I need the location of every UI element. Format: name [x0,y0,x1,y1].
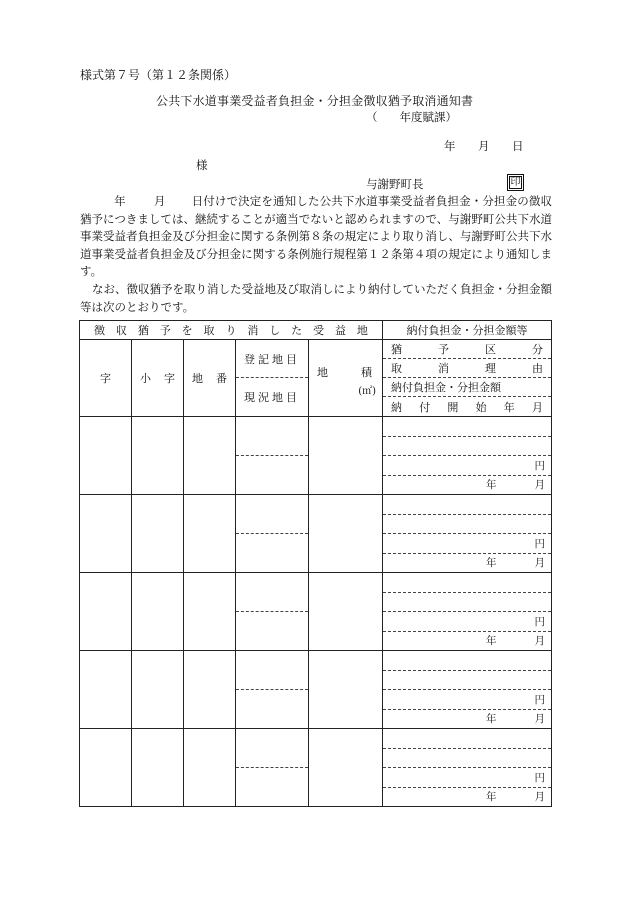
cell-land-category [236,573,309,651]
cell-registered[interactable] [236,417,308,456]
cell-koaza[interactable] [132,573,184,651]
month-unit: 月 [534,557,546,570]
cell-payment [383,495,552,573]
header-land-char: 益 [334,324,346,337]
month-unit: 月 [534,635,546,648]
cell-cancel-reason[interactable] [383,671,551,691]
cell-amount[interactable] [383,456,551,476]
right-label-char: 年 [503,400,515,414]
cell-land-category [236,495,309,573]
header-land-char: 地 [356,324,368,337]
cell-start-month[interactable] [383,788,551,807]
right-label-char: 月 [531,400,543,414]
header-land-char: 収 [115,324,127,337]
header-land-char: た [291,324,303,337]
p2-text: なお、徴収猶予を取り消した受益地及び取消しにより納付していただく負担金・分担金額等は次のとおりです。 [80,281,552,314]
year-unit: 年 [486,557,497,570]
cell-area[interactable] [309,495,383,573]
cell-koaza[interactable] [132,729,184,807]
cell-registered[interactable] [236,729,308,768]
cell-cancel-reason[interactable] [383,437,551,457]
header-land-char: 猶 [137,324,149,337]
cell-chiban[interactable] [184,417,236,495]
cell-aza[interactable] [80,651,132,729]
cell-aza[interactable] [80,573,132,651]
area-unit: (㎡) [358,386,377,397]
header-land [80,321,383,340]
right-label-char: 分 [532,343,544,356]
yen-unit: 円 [534,537,546,550]
right-label-char: 付 [419,400,431,414]
yen-unit: 円 [534,459,546,472]
col-payment-labels [383,340,552,417]
col-area [309,340,383,417]
month-unit: 月 [534,479,546,492]
cell-koaza[interactable] [132,495,184,573]
header-land-char: り [225,324,237,337]
right-label-char: 予 [438,343,450,356]
header-land-char: し [269,324,281,337]
cell-deferral-type[interactable] [383,495,551,515]
cell-area[interactable] [309,573,383,651]
cell-amount[interactable] [383,768,551,788]
table-row [80,573,552,651]
year-unit: 年 [486,791,497,804]
col-land-category [236,340,309,417]
right-label-char: 由 [532,362,544,375]
aza-char: 字 [100,372,111,385]
p1-text: 日付けで決定を通知した公共下水道事業受益者負担金・分担金の徴収猶予につきましては、継続することが適当でないと認められますので、与謝野町公共下水道事業受益者負担金及び分担金に関する条例第８条の規定により取り消し、与謝野町公共下水道事業受益者負担金及び分担金に関する条例施行規程第１２条第４項の規定により通知します。 [80,194,553,279]
cell-aza[interactable] [80,495,132,573]
cell-start-month[interactable] [383,476,551,495]
col-chiban [184,340,236,417]
p1-month: 月 [153,194,166,208]
cell-start-month[interactable] [383,632,551,651]
col-aza [80,340,132,417]
table-row [80,729,552,807]
yen-unit: 円 [534,615,546,628]
right-label-char: 始 [475,400,487,414]
cell-current[interactable] [236,456,308,494]
seal-mark: 印 [507,174,524,191]
cell-deferral-type[interactable] [383,417,551,437]
paragraph-1 [80,193,552,281]
registered-category: 登記地目 [236,340,308,378]
cell-registered[interactable] [236,495,308,534]
cell-amount[interactable] [383,612,551,632]
date-day: 日 [512,139,524,153]
issuer-name: 与謝野町長 [366,177,424,191]
cell-chiban[interactable] [184,651,236,729]
fiscal-year-line [366,109,457,125]
header-land-char: 消 [247,324,259,337]
right-label-char: 納 [391,400,403,414]
cell-registered[interactable] [236,651,308,690]
header-land-char: 予 [159,324,171,337]
area-char-2: 積 [361,366,373,379]
cell-koaza[interactable] [132,651,184,729]
cell-land-category [236,729,309,807]
cell-area[interactable] [309,417,383,495]
cell-start-month[interactable] [383,710,551,729]
label-start-month [383,397,551,416]
p1-year: 年 [114,194,126,208]
right-label-char: 区 [485,343,497,356]
cell-area[interactable] [309,729,383,807]
year-unit: 年 [486,713,497,726]
cell-cancel-reason[interactable] [383,749,551,769]
koaza-char: 字 [164,372,175,385]
cell-payment [383,573,552,651]
cell-payment [383,729,552,807]
right-label-char: 消 [438,362,450,375]
table-row [80,495,552,573]
land-table [79,320,552,807]
month-unit: 月 [534,713,546,726]
current-category: 現況地目 [244,391,300,404]
table-row [80,651,552,729]
date-year: 年 [444,139,456,153]
right-label-char: 開 [447,400,459,414]
issue-date [444,138,524,154]
yen-unit: 円 [534,771,546,784]
cell-land-category [236,417,309,495]
cell-koaza[interactable] [132,417,184,495]
label-amount [383,378,551,397]
cell-current[interactable] [236,690,308,728]
year-unit: 年 [486,479,497,492]
right-label-char: 猶 [391,343,403,356]
label-deferral-type [383,340,551,359]
yen-unit: 円 [534,693,546,706]
notice-body [80,193,552,316]
cell-cancel-reason[interactable] [383,515,551,535]
header-land-char: を [181,324,193,337]
cell-current[interactable] [236,768,308,806]
col-koaza [132,340,184,417]
cell-chiban[interactable] [184,573,236,651]
month-unit: 月 [534,791,546,804]
cell-chiban[interactable] [184,495,236,573]
cell-current[interactable] [236,612,308,650]
fiscal-label: 年度賦課） [399,110,457,124]
right-label-char: 理 [485,362,497,375]
cell-deferral-type[interactable] [383,573,551,593]
header-land-char: 受 [313,324,325,337]
cell-registered[interactable] [236,573,308,612]
year-unit: 年 [486,635,497,648]
cell-amount[interactable] [383,690,551,710]
cell-current[interactable] [236,534,308,572]
cell-payment [383,651,552,729]
cell-amount[interactable] [383,534,551,554]
paragraph-2 [80,281,552,316]
koaza-char: 小 [140,372,151,385]
header-land-char: 徴 [94,324,105,337]
right-label-char: 納付負担金・分担金額 [391,381,502,394]
table-row [80,417,552,495]
cell-start-month[interactable] [383,554,551,573]
cell-deferral-type[interactable] [383,651,551,671]
fiscal-open: （ [366,110,378,124]
chiban-char: 番 [216,372,227,385]
cell-cancel-reason[interactable] [383,593,551,613]
addressee-suffix: 様 [196,158,208,172]
cell-payment [383,417,552,495]
date-month: 月 [478,139,490,153]
header-land-char: 取 [203,324,215,337]
label-cancel-reason [383,359,551,378]
cell-area[interactable] [309,651,383,729]
area-char-1: 地 [317,366,328,379]
cell-aza[interactable] [80,729,132,807]
right-label-char: 取 [391,362,403,375]
header-payment: 納付負担金・分担金額等 [383,321,552,340]
form-number: 様式第７号（第１２条関係） [80,68,237,82]
chiban-char: 地 [192,372,203,385]
cell-land-category [236,651,309,729]
cell-aza[interactable] [80,417,132,495]
cell-deferral-type[interactable] [383,729,551,749]
cell-chiban[interactable] [184,729,236,807]
document-title: 公共下水道事業受益者負担金・分担金徴収猶予取消通知書 [156,94,474,108]
